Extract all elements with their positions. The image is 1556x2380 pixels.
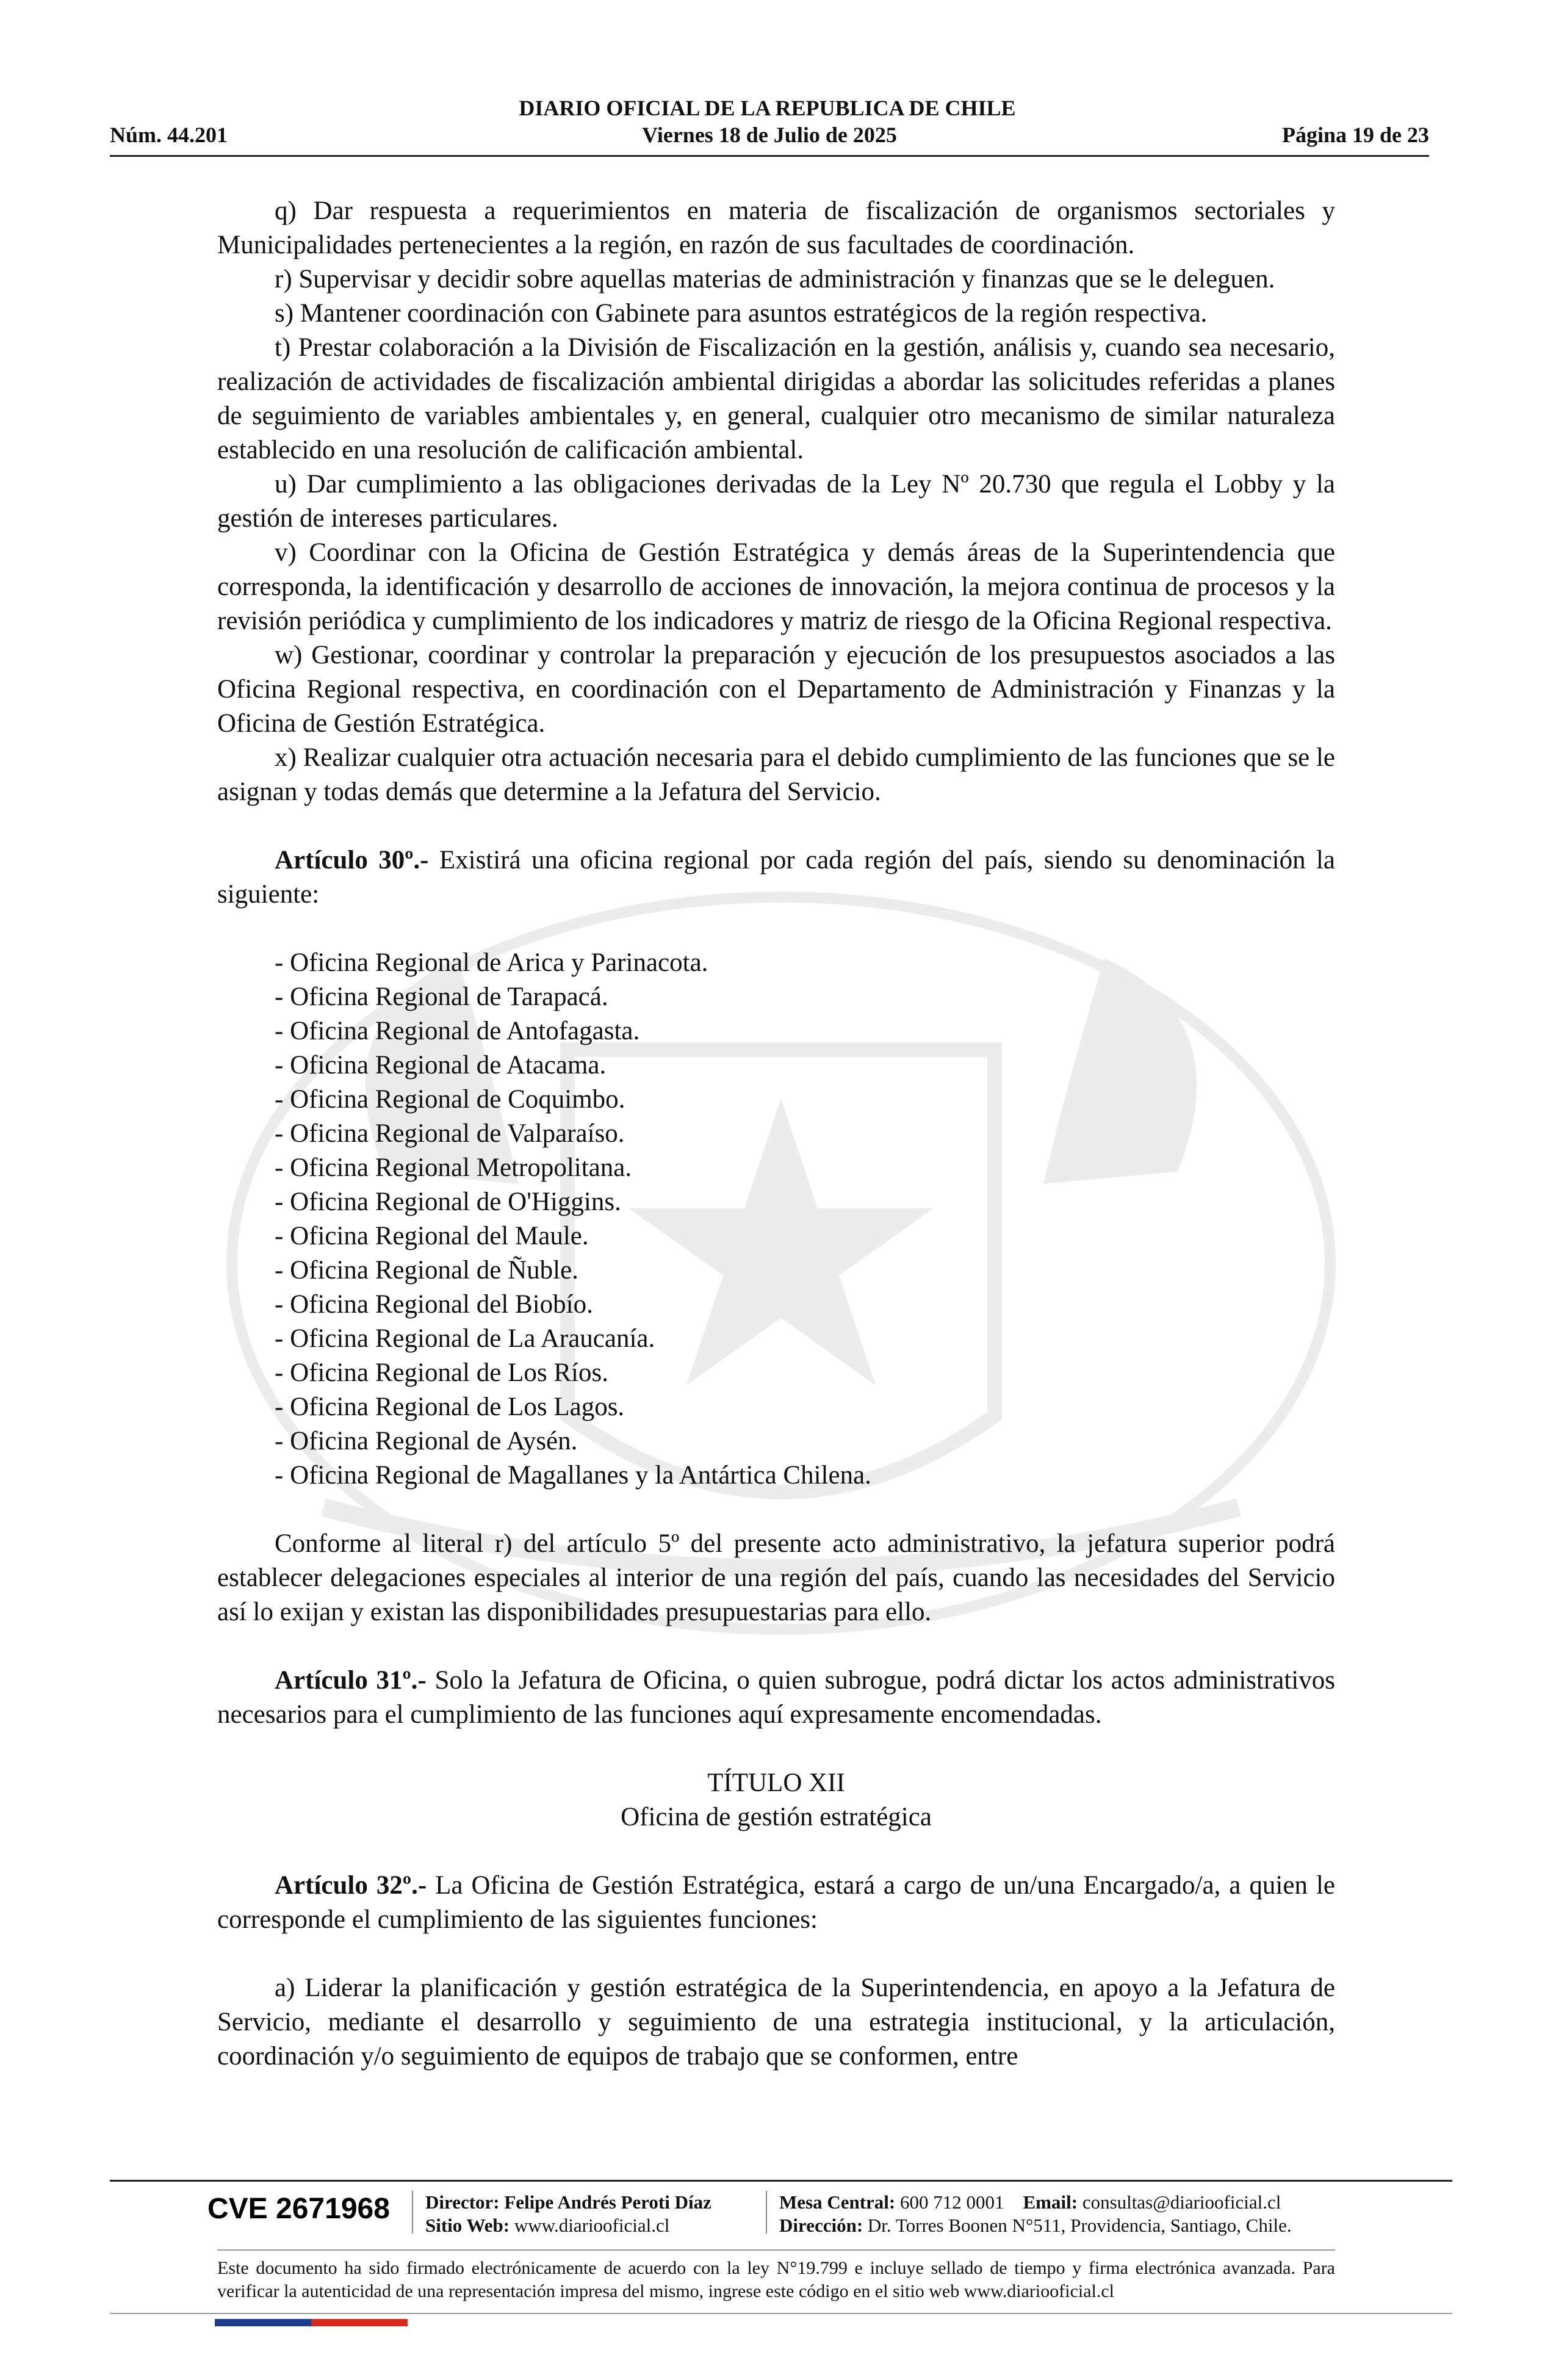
- paragraph-u: u) Dar cumplimiento a las obligaciones derivadas de la Ley Nº 20.730 que regula el Lobby y la gestión de intereses particulares.: [217, 470, 1335, 533]
- list-item: - Oficina Regional del Maule.: [275, 1222, 589, 1250]
- paragraph-r: r) Supervisar y decidir sobre aquellas materias de administración y finanzas que se le deleguen.: [275, 265, 1275, 294]
- issue-date: Viernes 18 de Julio de 2025: [642, 123, 897, 147]
- list-item: - Oficina Regional de O'Higgins.: [275, 1188, 621, 1216]
- footer-contact-block: [779, 2191, 1292, 2237]
- article-32-heading: Artículo 32º.-: [275, 1871, 427, 1900]
- director-name: Felipe Andrés Peroti Díaz: [504, 2191, 711, 2213]
- article-31-heading: Artículo 31º.-: [275, 1666, 427, 1695]
- site-label: Sitio Web:: [425, 2215, 510, 2236]
- footer-separator: [766, 2191, 767, 2234]
- title-xii-number: TÍTULO XII: [707, 1769, 845, 1797]
- article-30: [217, 843, 1335, 912]
- header-row: [110, 122, 1429, 151]
- email-address[interactable]: consultas@diariooficial.cl: [1082, 2191, 1281, 2213]
- list-item: - Oficina Regional de Los Lagos.: [275, 1393, 625, 1421]
- footer-director-block: [425, 2191, 711, 2237]
- list-item: - Oficina Regional de Valparaíso.: [275, 1119, 625, 1148]
- gazette-title: DIARIO OFICIAL DE LA REPUBLICA DE CHILE: [519, 96, 1016, 120]
- document-body: [217, 194, 1335, 2074]
- list-item: - Oficina Regional de Los Ríos.: [275, 1358, 608, 1387]
- flag-stripe-blue: [215, 2319, 311, 2326]
- list-item: - Oficina Regional de Aysén.: [275, 1427, 578, 1455]
- footer-separator: [412, 2191, 413, 2234]
- article-30-text: Existirá una oficina regional por cada región del país, siendo su denominación la siguiente:: [217, 846, 1335, 909]
- article-31-text: Solo la Jefatura de Oficina, o quien subrogue, podrá dictar los actos administrativos necesarios para el cumplimiento de las funciones aquí expresamente encomendadas.: [217, 1666, 1335, 1729]
- header-divider: [110, 155, 1429, 157]
- article-31: [217, 1664, 1335, 1732]
- list-item: - Oficina Regional de Coquimbo.: [275, 1085, 625, 1114]
- issue-number: Núm. 44.201: [110, 123, 228, 147]
- title-xii-name: Oficina de gestión estratégica: [621, 1803, 932, 1831]
- list-item: - Oficina Regional del Biobío.: [275, 1290, 593, 1319]
- list-item: - Oficina Regional Metropolitana.: [275, 1153, 632, 1182]
- paragraph-w: w) Gestionar, coordinar y controlar la preparación y ejecución de los presupuestos asociados a las Oficina Regional respectiva, en coordinación con el Departamento de Administración y Finanzas y la Oficina de Gestión Estratégica.: [217, 641, 1335, 738]
- list-item: - Oficina Regional de Atacama.: [275, 1051, 607, 1080]
- list-item: - Oficina Regional de Antofagasta.: [275, 1017, 640, 1045]
- paragraph-t: t) Prestar colaboración a la División de Fiscalización en la gestión, análisis y, cuando sea necesario, realización de actividades de fiscalización ambiental dirigidas a abordar las solicitudes referidas a planes de seguimiento de variables ambientales y, en general, cualquier otro mecanismo de similar naturaleza establecido en una resolución de calificación ambiental.: [217, 333, 1335, 464]
- list-item: - Oficina Regional de Magallanes y la Antártica Chilena.: [275, 1461, 871, 1490]
- footer-divider: [110, 2180, 1452, 2182]
- paragraph-x: x) Realizar cualquier otra actuación necesaria para el debido cumplimiento de las funciones que se le asignan y todas demás que determine a la Jefatura del Servicio.: [217, 743, 1335, 806]
- paragraph-v: v) Coordinar con la Oficina de Gestión Estratégica y demás áreas de la Superintendencia que corresponda, la identificación y desarrollo de acciones de innovación, la mejora continua de procesos y la revisión periódica y cumplimiento de los indicadores y matriz de riesgo de la Oficina Regional respectiva.: [217, 538, 1335, 635]
- paragraph-a: a) Liderar la planificación y gestión estratégica de la Superintendencia, en apoyo a la Jefatura de Servicio, mediante el desarrollo y seguimiento de una estrategia institucional, y la articulación, coordinación y/o seguimiento de equipos de trabajo que se conformen, entre: [217, 1974, 1335, 2071]
- flag-stripe-red: [311, 2319, 408, 2326]
- paragraph-q: q) Dar respuesta a requerimientos en materia de fiscalización de organismos sectoriales y Municipalidades pertenecientes a la región, en razón de sus facultades de coordinación.: [217, 197, 1335, 259]
- list-item: - Oficina Regional de Arica y Parinacota.: [275, 948, 708, 977]
- signature-note: Este documento ha sido firmado electrónicamente de acuerdo con la ley N°19.799 e incluye sellado de tiempo y firma electrónica avanzada. Para verificar la autenticidad de una representación impresa del mismo, ingrese este código en el sitio web www.diariooficial.cl: [217, 2258, 1335, 2301]
- list-item: - Oficina Regional de Tarapacá.: [275, 983, 608, 1011]
- article-30-heading: Artículo 30º.-: [275, 846, 429, 874]
- direccion-value: Dr. Torres Boonen N°511, Providencia, Santiago, Chile.: [867, 2215, 1292, 2236]
- footer-inner-divider: [217, 2249, 1335, 2251]
- paragraph-s: s) Mantener coordinación con Gabinete para asuntos estratégicos de la región respectiva.: [275, 299, 1208, 328]
- director-label: Director:: [425, 2191, 500, 2213]
- mesa-label: Mesa Central:: [779, 2191, 896, 2213]
- direccion-label: Dirección:: [779, 2215, 863, 2236]
- article-32: [217, 1869, 1335, 1937]
- paragraph-conforme: Conforme al literal r) del artículo 5º del presente acto administrativo, la jefatura superior podrá establecer delegaciones especiales al interior de una región del país, cuando las necesidades del Servicio así lo exijan y existan las disponibilidades presupuestarias para ello.: [217, 1529, 1335, 1626]
- site-url[interactable]: www.diariooficial.cl: [514, 2215, 670, 2236]
- mesa-phone: 600 712 0001: [900, 2191, 1004, 2213]
- cve-code: CVE 2671968: [207, 2193, 390, 2225]
- page-number: Página 19 de 23: [1281, 123, 1429, 147]
- list-item: - Oficina Regional de La Araucanía.: [275, 1324, 655, 1353]
- regional-offices-list: [217, 946, 1335, 1493]
- email-label: Email:: [1023, 2191, 1078, 2213]
- article-32-text: La Oficina de Gestión Estratégica, estará a cargo de un/una Encargado/a, a quien le corresponde el cumplimiento de las siguientes funciones:: [217, 1871, 1335, 1934]
- footer-bottom-divider: [110, 2313, 1452, 2314]
- list-item: - Oficina Regional de Ñuble.: [275, 1256, 578, 1285]
